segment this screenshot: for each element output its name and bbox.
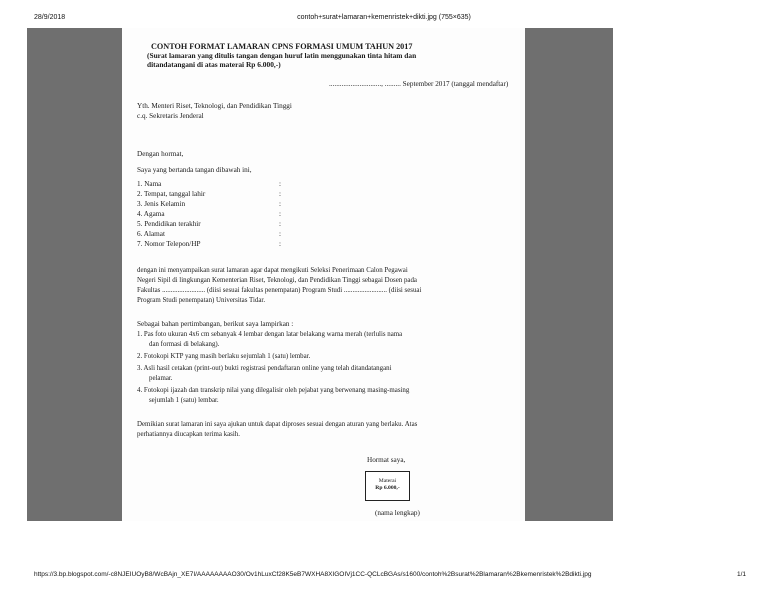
closing-line-1: Demikian surat lamaran ini saya ajukan untuk dapat diproses sesuai dengan aturan yang berlaku. Atas — [137, 421, 418, 428]
letter-subheading-2: ditandatangani di atas materai Rp 6.000,-) — [147, 60, 281, 69]
stamp-value: Rp 6.000,- — [375, 485, 400, 491]
field-colon: : — [279, 200, 281, 208]
field-label: 3. Jenis Kelamin — [137, 200, 186, 208]
field-label: 4. Agama — [137, 210, 165, 218]
attachment-4-line-1: 4. Fotokopi ijazah dan transkrip nilai yang dilegalisir oleh pejabat yang berwenang masing-masing — [137, 387, 410, 394]
field-label: 6. Alamat — [137, 230, 165, 238]
personal-fields — [137, 180, 337, 250]
field-colon: : — [279, 220, 281, 228]
attachment-1-line-1: 1. Pas foto ukuran 4x6 cm sebanyak 4 lembar dengan latar belakang warna merah (terlulis nama — [137, 331, 403, 338]
field-colon: : — [279, 240, 281, 248]
field-row — [137, 230, 281, 239]
recipient-line-2: c.q. Sekretaris Jenderal — [137, 112, 204, 120]
greeting: Dengan hormat, — [137, 150, 184, 158]
field-row — [137, 210, 281, 219]
stamp-label: Materai — [378, 478, 397, 484]
closing-line-2: perhatiannya diucapkan terima kasih. — [137, 431, 240, 438]
date-line: ............................., ......... September 2017 (tanggal mendaftar) — [329, 80, 509, 88]
field-colon: : — [279, 230, 281, 238]
sign-off: Hormat saya, — [367, 456, 406, 464]
field-colon: : — [279, 180, 281, 188]
field-label: 1. Nama — [137, 180, 162, 188]
print-url: https://3.bp.blogspot.com/-c8NJEIUOyB8/WcBAjn_XE7I/AAAAAAAAO30/Ov1hLuxCf28K5eB7WXHA8XIGOIVj1CC-QCLcBGAs/s1600/contoh%2Bsurat%2Blamaran%2Bkemenristek%2Bdikti.jpg — [34, 571, 592, 578]
print-header — [0, 14, 768, 26]
letter-subheading-1: (Surat lamaran yang ditulis tangan dengan huruf latin menggunakan tinta hitam dan — [147, 51, 417, 60]
signature-name: (nama lengkap) — [375, 509, 420, 517]
stamp-box — [365, 471, 410, 501]
recipient-line-1: Yth. Menteri Riset, Teknologi, dan Pendidikan Tinggi — [137, 102, 292, 110]
body-line-3: Fakultas ......................... (diisi sesuai fakultas penempatan) Program Studi ......................... (diisi sesuai — [137, 287, 422, 294]
field-label: 7. Nomor Telepon/HP — [137, 240, 201, 248]
letter-heading: CONTOH FORMAT LAMARAN CPNS FORMASI UMUM TAHUN 2017 — [151, 42, 413, 51]
field-label: 5. Pendidikan terakhir — [137, 220, 201, 228]
attachment-3-line-1: 3. Asli hasil cetakan (print-out) bukti registrasi pendaftaran online yang telah ditandatangani — [137, 365, 392, 372]
body-line-2: Negeri Sipil di lingkungan Kementerian Riset, Teknologi, dan Pendidikan Tinggi sebagai Dosen pada — [137, 277, 417, 284]
field-colon: : — [279, 210, 281, 218]
body-line-4: Program Studi penempatan) Universitas Tidar. — [137, 297, 266, 304]
print-title: contoh+surat+lamaran+kemenristek+dikti.jpg (755×635) — [297, 14, 471, 21]
body-line-1: dengan ini menyampaikan surat lamaran agar dapat mengikuti Seleksi Penerimaan Calon Pegawai — [137, 267, 408, 274]
field-colon: : — [279, 190, 281, 198]
field-row — [137, 220, 281, 229]
attachment-1-line-2: dan formasi di belakang). — [149, 341, 220, 348]
intro-line: Saya yang bertanda tangan dibawah ini, — [137, 166, 252, 174]
attachments-intro: Sebagai bahan pertimbangan, berikut saya lampirkan : — [137, 320, 294, 328]
field-row — [137, 180, 281, 189]
letter-sheet — [122, 28, 525, 521]
image-viewer — [27, 28, 613, 521]
attachment-2: 2. Fotokopi KTP yang masih berlaku sejumlah 1 (satu) lembar. — [137, 353, 311, 360]
page-number: 1/1 — [736, 571, 746, 578]
attachment-4-line-2: sejumlah 1 (satu) lembar. — [149, 397, 219, 404]
attachment-3-line-2: pelamar. — [149, 375, 173, 382]
print-footer — [0, 571, 768, 583]
print-date: 28/9/2018 — [34, 14, 66, 21]
field-row — [137, 240, 281, 249]
field-row — [137, 190, 281, 199]
field-label: 2. Tempat, tanggal lahir — [137, 190, 206, 198]
field-row — [137, 200, 281, 209]
